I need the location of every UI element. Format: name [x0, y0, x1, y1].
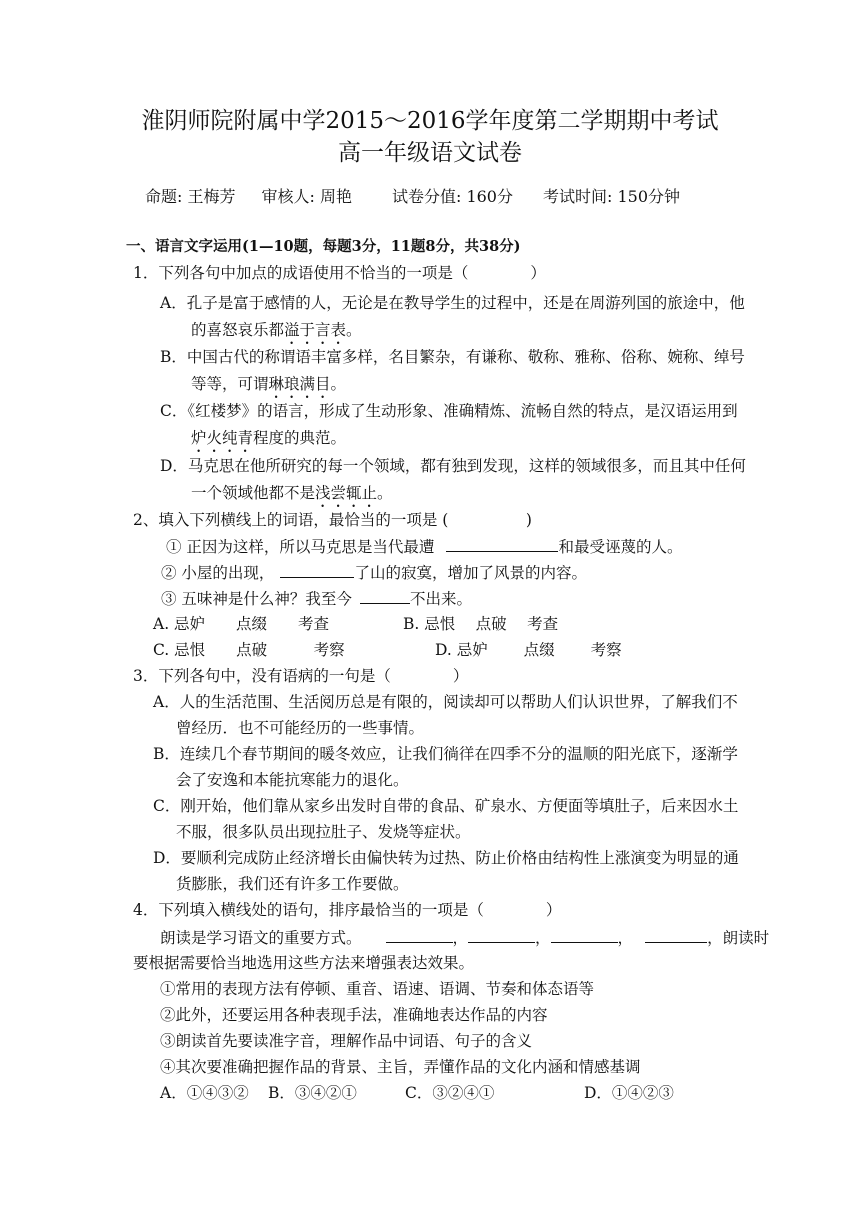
q2-stem: 2、填入下列横线上的词语，最恰当的一项是 ( ) — [133, 511, 532, 529]
text: ② 小屋的出现， — [161, 564, 275, 582]
q1-stem: 1．下列各句中加点的成语使用不恰当的一项是（ ） — [133, 264, 546, 282]
q3-option-c-cont: 不服，很多队员出现拉肚子、发烧等症状。 — [176, 823, 471, 841]
text: 。 — [377, 484, 393, 502]
comma: ， — [452, 929, 469, 947]
q4-item-3: ③朗读首先要读准字音，理解作品中词语、句子的含义 — [160, 1032, 533, 1050]
q1-option-a-cont — [191, 320, 362, 348]
q4-option-c: C．③②④① — [405, 1084, 495, 1102]
answer-blank — [280, 562, 354, 578]
answer-blank — [360, 588, 410, 604]
answer-blank — [386, 927, 453, 943]
q2-option-b: B. 忌恨 点破 考查 — [403, 615, 559, 633]
q4-intro-cont: 要根据需要恰当地选用这些方法来增强表达效果。 — [133, 954, 475, 972]
q1-option-d-cont — [191, 483, 393, 511]
text: ③ 五味神是什么神？我至今 — [161, 590, 352, 608]
setter-info: 命题: 王梅芳 — [145, 187, 236, 206]
q4-item-2: ②此外，还要运用各种表现手法，准确地表达作品的内容 — [160, 1006, 548, 1024]
q4-option-d: D．①④②③ — [584, 1084, 674, 1102]
q2-option-d: D. 忌妒 点缀 考察 — [435, 641, 622, 659]
answer-blank — [645, 927, 707, 943]
text: 朗读是学习语文的重要方式。 — [160, 929, 362, 947]
text: ① 正因为这样，所以马克思是当代最遭 — [166, 538, 435, 556]
q3-option-a-cont: 曾经历．也不可能经历的一些事情。 — [176, 719, 425, 737]
q4-stem: 4．下列填入横线处的语句，排序最恰当的一项是（ ） — [133, 901, 562, 919]
q3-option-d: D．要顺利完成防止经济增长由偏快转为过热、防止价格由结构性上涨演变为明显的通 — [153, 849, 739, 867]
reviewer-info: 审核人: 周艳 — [261, 187, 352, 206]
text: 程度的典范。 — [253, 429, 347, 447]
q3-option-a: A．人的生活范围、生活阅历总是有限的，阅读却可以帮助人们认识世界，了解我们不 — [153, 693, 738, 711]
text: 。 — [330, 375, 347, 393]
q4-intro — [160, 927, 769, 948]
q1-option-b-cont — [191, 374, 346, 402]
q3-option-b-cont: 会了安逸和本能抗寒能力的退化。 — [176, 771, 409, 789]
text: 和最受诬蔑的人。 — [558, 538, 683, 556]
text: 的喜怒哀乐都 — [191, 321, 285, 339]
q1-option-c-cont — [191, 428, 346, 456]
q3-option-b: B．连续几个春节期间的暖冬效应，让我们徜徉在四季不分的温顺的阳光底下，逐渐学 — [153, 745, 738, 763]
q1-option-c: C．《红楼梦》的语言，形成了生动形象、准确精炼、流畅自然的特点，是汉语运用到 — [160, 402, 738, 420]
q4-item-1: ①常用的表现方法有停顿、重音、语速、语调、节奏和体态语等 — [160, 980, 595, 998]
comma: ， — [617, 929, 634, 947]
exam-title: 淮阴师院附属中学2015～2016学年度第二学期期中考试 — [141, 108, 719, 134]
text: 不出来。 — [409, 590, 472, 608]
dotted-idiom: 溢于言表 — [284, 321, 347, 339]
text: 了山的寂寞，增加了风景的内容。 — [354, 564, 587, 582]
q1-option-d: D．马克思在他所研究的每一个领域，都有独到发现，这样的领域很多，而且其中任何 — [160, 457, 746, 475]
q3-stem: 3．下列各句中，没有语病的一句是（ ） — [133, 667, 469, 685]
q2-option-a: A. 忌妒 点缀 考查 — [153, 615, 330, 633]
time-info: 考试时间: 150分钟 — [543, 187, 681, 206]
text: ，朗读时 — [707, 929, 770, 947]
text: 等等，可谓 — [191, 375, 269, 393]
section-heading: 一、语言文字运用(1—10题，每题3分，11题8分，共38分) — [126, 238, 521, 255]
q4-item-4: ④其次要准确把握作品的背景、主旨，弄懂作品的文化内涵和情感基调 — [160, 1058, 641, 1076]
comma: ， — [535, 929, 551, 947]
score-info: 试卷分值: 160分 — [391, 187, 513, 206]
q2-option-c: C. 忌恨 点破 考察 — [153, 641, 345, 659]
dotted-idiom: 琳琅满目 — [268, 375, 331, 393]
exam-subtitle: 高一年级语文试卷 — [338, 140, 522, 166]
exam-meta — [145, 187, 680, 207]
q2-sentence-1 — [166, 536, 682, 557]
q3-option-c: C．刚开始，他们靠从家乡出发时自带的食品、矿泉水、方便面等填肚子，后来因水土 — [153, 797, 739, 815]
q4-option-b: B．③④②① — [268, 1084, 357, 1102]
q2-sentence-2 — [161, 562, 587, 583]
q3-option-d-cont: 货膨胀，我们还有许多工作要做。 — [176, 875, 409, 893]
dotted-idiom: 炉火纯青 — [191, 429, 254, 447]
text: 一个领域他都不是 — [191, 484, 316, 502]
q4-option-a: A．①④③② — [160, 1084, 249, 1102]
text: 。 — [346, 321, 362, 339]
answer-blank — [468, 927, 535, 943]
q2-sentence-3 — [161, 588, 472, 609]
answer-blank — [551, 927, 618, 943]
dotted-idiom: 浅尝辄止 — [315, 484, 378, 502]
q1-option-b: B．中国古代的称谓语丰富多样，名目繁杂，有谦称、敬称、雅称、俗称、婉称、绰号 — [160, 348, 745, 366]
q1-option-a: A．孔子是富于感情的人，无论是在教导学生的过程中，还是在周游列国的旅途中，他 — [160, 294, 745, 312]
answer-blank — [446, 536, 558, 552]
